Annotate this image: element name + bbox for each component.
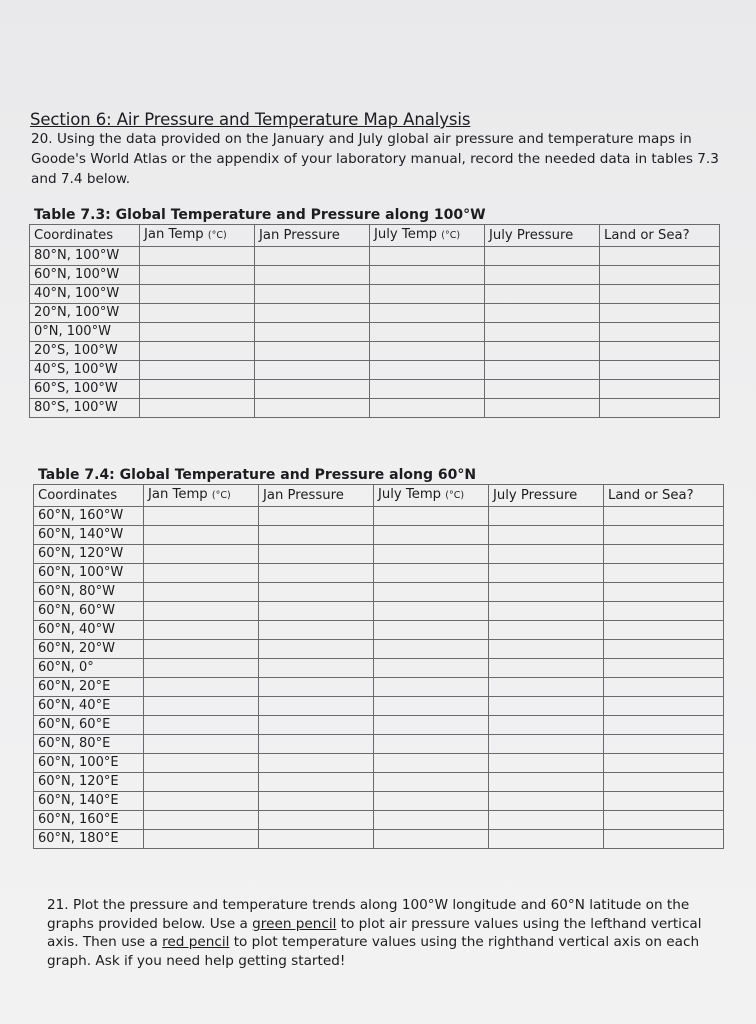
cell-land-or-sea[interactable] — [604, 697, 724, 716]
table-7-4 — [33, 484, 724, 849]
cell-jan-pressure[interactable] — [259, 773, 374, 792]
cell-coordinates: 60°N, 20°W — [34, 640, 144, 659]
cell-land-or-sea[interactable] — [600, 361, 720, 380]
cell-jan-temp[interactable] — [144, 678, 259, 697]
cell-july-temp[interactable] — [374, 735, 489, 754]
cell-july-pressure[interactable] — [485, 285, 600, 304]
table-row — [34, 792, 724, 811]
cell-july-temp[interactable] — [374, 564, 489, 583]
green-pencil-text: green pencil — [252, 915, 337, 932]
cell-jan-temp[interactable] — [144, 811, 259, 830]
cell-land-or-sea[interactable] — [604, 716, 724, 735]
table-7-3 — [29, 224, 720, 418]
table-row — [34, 678, 724, 697]
cell-coordinates: 60°N, 100°W — [34, 564, 144, 583]
cell-july-temp[interactable] — [370, 266, 485, 285]
cell-july-pressure[interactable] — [489, 735, 604, 754]
table-row — [30, 399, 720, 418]
cell-jan-pressure[interactable] — [259, 754, 374, 773]
cell-july-pressure[interactable] — [489, 773, 604, 792]
table-row — [34, 602, 724, 621]
cell-july-pressure[interactable] — [489, 507, 604, 526]
table-7-4-body — [34, 485, 724, 849]
cell-july-temp[interactable] — [374, 792, 489, 811]
cell-july-pressure[interactable] — [485, 323, 600, 342]
table-row — [30, 247, 720, 266]
cell-land-or-sea[interactable] — [600, 323, 720, 342]
question-21-text: 21. Plot the pressure and temperature trends along 100°W longitude and 60°N latitude on the graphs provided below. Use a green pencil to plot air pressure values using the lefthand vertical axis. Then use a red pencil to plot temperature values using the righthand vertical axis on each graph. Ask if you need help getting started! — [47, 897, 702, 969]
cell-coordinates: 60°N, 180°E — [34, 830, 144, 849]
red-pencil-text: red pencil — [162, 934, 230, 951]
table-row — [30, 266, 720, 285]
table-row — [34, 716, 724, 735]
cell-july-pressure[interactable] — [489, 716, 604, 735]
cell-jan-temp[interactable] — [144, 545, 259, 564]
cell-jan-temp[interactable] — [140, 361, 255, 380]
cell-jan-temp[interactable] — [140, 323, 255, 342]
cell-jan-pressure[interactable] — [255, 342, 370, 361]
cell-coordinates: 60°S, 100°W — [30, 380, 140, 399]
cell-july-pressure[interactable] — [485, 304, 600, 323]
table-row — [34, 773, 724, 792]
table-row — [34, 659, 724, 678]
cell-coordinates: 60°N, 100°E — [34, 754, 144, 773]
cell-july-temp[interactable] — [374, 697, 489, 716]
header-july-pressure: July Pressure — [489, 485, 604, 507]
header-july-pressure: July Pressure — [485, 225, 600, 247]
table-7-4-caption: Table 7.4: Global Temperature and Pressure along 60°N — [38, 467, 477, 483]
cell-july-temp[interactable] — [370, 247, 485, 266]
cell-coordinates: 20°N, 100°W — [30, 304, 140, 323]
cell-land-or-sea[interactable] — [604, 507, 724, 526]
cell-coordinates: 60°N, 40°E — [34, 697, 144, 716]
header-jan-pressure: Jan Pressure — [255, 225, 370, 247]
cell-july-pressure[interactable] — [489, 830, 604, 849]
header-land-or-sea: Land or Sea? — [600, 225, 720, 247]
table-row — [30, 342, 720, 361]
header-land-or-sea: Land or Sea? — [604, 485, 724, 507]
cell-jan-temp[interactable] — [140, 380, 255, 399]
cell-jan-temp[interactable] — [144, 621, 259, 640]
table-header-row — [30, 225, 720, 247]
cell-coordinates: 60°N, 80°W — [34, 583, 144, 602]
cell-jan-pressure[interactable] — [259, 792, 374, 811]
cell-jan-pressure[interactable] — [259, 735, 374, 754]
table-row — [34, 507, 724, 526]
cell-coordinates: 60°N, 100°W — [30, 266, 140, 285]
cell-july-temp[interactable] — [374, 811, 489, 830]
header-july-temp: July Temp (°C) — [370, 225, 485, 247]
cell-july-pressure[interactable] — [485, 361, 600, 380]
cell-july-temp[interactable] — [370, 380, 485, 399]
cell-july-pressure[interactable] — [489, 640, 604, 659]
cell-land-or-sea[interactable] — [600, 304, 720, 323]
cell-coordinates: 60°N, 160°E — [34, 811, 144, 830]
cell-july-pressure[interactable] — [489, 545, 604, 564]
cell-july-temp[interactable] — [374, 754, 489, 773]
cell-land-or-sea[interactable] — [604, 583, 724, 602]
cell-coordinates: 60°N, 60°W — [34, 602, 144, 621]
cell-land-or-sea[interactable] — [604, 735, 724, 754]
cell-july-temp[interactable] — [370, 342, 485, 361]
cell-jan-temp[interactable] — [144, 640, 259, 659]
cell-coordinates: 60°N, 60°E — [34, 716, 144, 735]
cell-jan-temp[interactable] — [144, 754, 259, 773]
table-row — [34, 697, 724, 716]
cell-jan-pressure[interactable] — [259, 640, 374, 659]
cell-july-temp[interactable] — [374, 545, 489, 564]
cell-coordinates: 80°S, 100°W — [30, 399, 140, 418]
header-coordinates: Coordinates — [34, 485, 144, 507]
cell-july-temp[interactable] — [374, 716, 489, 735]
cell-july-temp[interactable] — [374, 621, 489, 640]
cell-jan-temp[interactable] — [140, 304, 255, 323]
cell-july-temp[interactable] — [370, 304, 485, 323]
cell-july-pressure[interactable] — [489, 621, 604, 640]
cell-jan-temp[interactable] — [144, 830, 259, 849]
cell-jan-pressure[interactable] — [259, 716, 374, 735]
cell-land-or-sea[interactable] — [604, 526, 724, 545]
cell-july-temp[interactable] — [374, 526, 489, 545]
table-7-3-caption: Table 7.3: Global Temperature and Pressure along 100°W — [34, 207, 486, 223]
cell-july-pressure[interactable] — [489, 811, 604, 830]
cell-jan-pressure[interactable] — [259, 564, 374, 583]
cell-land-or-sea[interactable] — [604, 640, 724, 659]
cell-jan-pressure[interactable] — [255, 380, 370, 399]
header-july-temp: July Temp (°C) — [374, 485, 489, 507]
cell-july-pressure[interactable] — [489, 659, 604, 678]
cell-july-pressure[interactable] — [489, 602, 604, 621]
cell-jan-pressure[interactable] — [259, 526, 374, 545]
cell-jan-pressure[interactable] — [255, 285, 370, 304]
cell-jan-pressure[interactable] — [259, 811, 374, 830]
cell-jan-pressure[interactable] — [259, 545, 374, 564]
table-row — [30, 380, 720, 399]
table-row — [30, 323, 720, 342]
table-row — [34, 621, 724, 640]
cell-coordinates: 60°N, 120°E — [34, 773, 144, 792]
table-row — [34, 754, 724, 773]
cell-july-pressure[interactable] — [489, 678, 604, 697]
cell-land-or-sea[interactable] — [604, 602, 724, 621]
cell-jan-pressure[interactable] — [259, 621, 374, 640]
table-header-row — [34, 485, 724, 507]
cell-jan-temp[interactable] — [140, 342, 255, 361]
cell-coordinates: 40°N, 100°W — [30, 285, 140, 304]
cell-july-pressure[interactable] — [485, 247, 600, 266]
cell-jan-temp[interactable] — [144, 735, 259, 754]
cell-jan-temp[interactable] — [140, 285, 255, 304]
cell-land-or-sea[interactable] — [604, 754, 724, 773]
cell-jan-temp[interactable] — [144, 564, 259, 583]
cell-jan-pressure[interactable] — [259, 697, 374, 716]
cell-jan-pressure[interactable] — [255, 361, 370, 380]
cell-jan-pressure[interactable] — [259, 583, 374, 602]
cell-coordinates: 60°N, 140°E — [34, 792, 144, 811]
table-7-3-body — [30, 225, 720, 418]
cell-jan-temp[interactable] — [144, 659, 259, 678]
cell-jan-pressure[interactable] — [255, 399, 370, 418]
cell-jan-pressure[interactable] — [255, 323, 370, 342]
cell-july-pressure[interactable] — [485, 399, 600, 418]
cell-july-pressure[interactable] — [485, 380, 600, 399]
cell-jan-temp[interactable] — [144, 526, 259, 545]
cell-july-temp[interactable] — [374, 583, 489, 602]
cell-july-temp[interactable] — [374, 507, 489, 526]
cell-july-temp[interactable] — [370, 285, 485, 304]
cell-coordinates: 60°N, 20°E — [34, 678, 144, 697]
cell-july-pressure[interactable] — [489, 583, 604, 602]
cell-july-temp[interactable] — [370, 361, 485, 380]
cell-jan-temp[interactable] — [144, 773, 259, 792]
cell-land-or-sea[interactable] — [600, 247, 720, 266]
cell-jan-pressure[interactable] — [255, 304, 370, 323]
cell-jan-temp[interactable] — [144, 507, 259, 526]
cell-jan-temp[interactable] — [144, 792, 259, 811]
cell-july-temp[interactable] — [370, 399, 485, 418]
cell-land-or-sea[interactable] — [600, 380, 720, 399]
cell-july-temp[interactable] — [374, 602, 489, 621]
cell-july-temp[interactable] — [370, 323, 485, 342]
table-row — [30, 304, 720, 323]
cell-jan-temp[interactable] — [140, 247, 255, 266]
cell-land-or-sea[interactable] — [604, 811, 724, 830]
cell-land-or-sea[interactable] — [604, 792, 724, 811]
table-row — [34, 526, 724, 545]
header-jan-temp: Jan Temp (°C) — [140, 225, 255, 247]
cell-july-pressure[interactable] — [489, 564, 604, 583]
cell-july-temp[interactable] — [374, 640, 489, 659]
cell-jan-pressure[interactable] — [259, 507, 374, 526]
cell-land-or-sea[interactable] — [600, 342, 720, 361]
cell-coordinates: 60°N, 140°W — [34, 526, 144, 545]
cell-jan-temp[interactable] — [144, 583, 259, 602]
table-row — [34, 811, 724, 830]
cell-coordinates: 0°N, 100°W — [30, 323, 140, 342]
cell-jan-pressure[interactable] — [259, 602, 374, 621]
table-row — [30, 285, 720, 304]
cell-land-or-sea[interactable] — [604, 830, 724, 849]
table-row — [34, 735, 724, 754]
cell-july-pressure[interactable] — [489, 792, 604, 811]
cell-july-temp[interactable] — [374, 773, 489, 792]
cell-july-temp[interactable] — [374, 678, 489, 697]
cell-coordinates: 20°S, 100°W — [30, 342, 140, 361]
cell-july-pressure[interactable] — [485, 266, 600, 285]
cell-coordinates: 60°N, 80°E — [34, 735, 144, 754]
cell-coordinates: 40°S, 100°W — [30, 361, 140, 380]
cell-july-temp[interactable] — [374, 830, 489, 849]
question-20-text: 20. Using the data provided on the January and July global air pressure and temperature maps in Goode's World Atlas or the appendix of your laboratory manual, record the needed data in tables 7.3 and 7.4 below. — [31, 131, 719, 187]
cell-july-pressure[interactable] — [489, 526, 604, 545]
table-row — [34, 564, 724, 583]
header-jan-pressure: Jan Pressure — [259, 485, 374, 507]
cell-july-temp[interactable] — [374, 659, 489, 678]
cell-jan-temp[interactable] — [144, 602, 259, 621]
cell-jan-temp[interactable] — [140, 399, 255, 418]
cell-land-or-sea[interactable] — [604, 659, 724, 678]
cell-july-pressure[interactable] — [485, 342, 600, 361]
cell-jan-temp[interactable] — [140, 266, 255, 285]
cell-jan-pressure[interactable] — [259, 678, 374, 697]
cell-land-or-sea[interactable] — [600, 399, 720, 418]
table-row — [30, 361, 720, 380]
cell-jan-temp[interactable] — [144, 716, 259, 735]
cell-july-pressure[interactable] — [489, 754, 604, 773]
cell-jan-temp[interactable] — [144, 697, 259, 716]
section-title: Section 6: Air Pressure and Temperature Map Analysis — [30, 110, 471, 129]
table-row — [34, 830, 724, 849]
cell-jan-pressure[interactable] — [259, 830, 374, 849]
cell-coordinates: 60°N, 0° — [34, 659, 144, 678]
header-jan-temp: Jan Temp (°C) — [144, 485, 259, 507]
cell-jan-pressure[interactable] — [259, 659, 374, 678]
table-row — [34, 640, 724, 659]
table-row — [34, 583, 724, 602]
cell-coordinates: 80°N, 100°W — [30, 247, 140, 266]
cell-coordinates: 60°N, 160°W — [34, 507, 144, 526]
cell-land-or-sea[interactable] — [604, 564, 724, 583]
table-row — [34, 545, 724, 564]
cell-july-pressure[interactable] — [489, 697, 604, 716]
cell-land-or-sea[interactable] — [600, 266, 720, 285]
cell-land-or-sea[interactable] — [604, 678, 724, 697]
cell-jan-pressure[interactable] — [255, 266, 370, 285]
cell-land-or-sea[interactable] — [604, 545, 724, 564]
cell-coordinates: 60°N, 40°W — [34, 621, 144, 640]
cell-coordinates: 60°N, 120°W — [34, 545, 144, 564]
cell-land-or-sea[interactable] — [604, 773, 724, 792]
cell-land-or-sea[interactable] — [600, 285, 720, 304]
cell-land-or-sea[interactable] — [604, 621, 724, 640]
cell-jan-pressure[interactable] — [255, 247, 370, 266]
header-coordinates: Coordinates — [30, 225, 140, 247]
